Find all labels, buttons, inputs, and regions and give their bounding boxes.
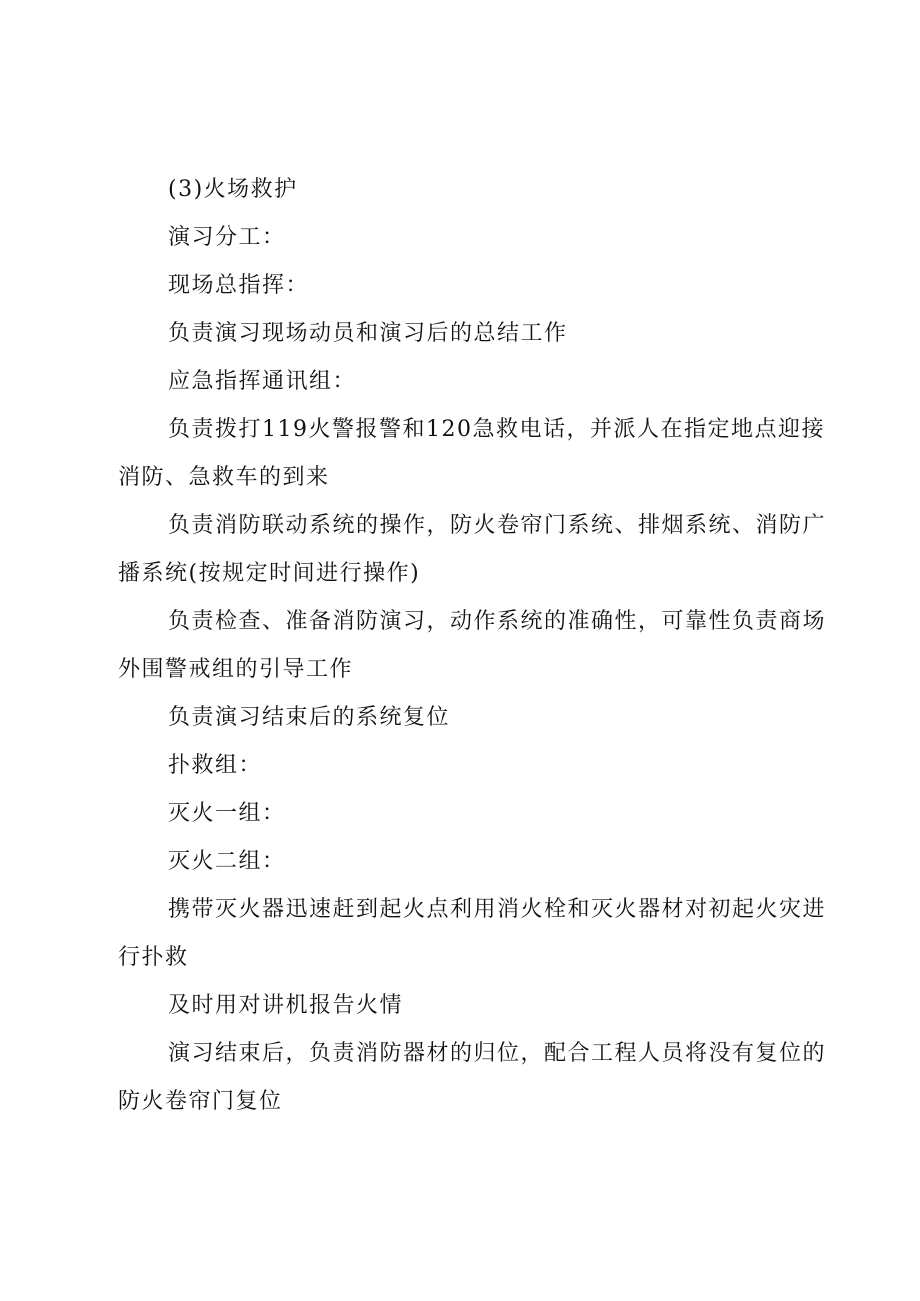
paragraph: 演习分工： [168,225,286,250]
paragraph: 携带灭火器迅速赶到起火点利用消火栓和灭火器材对初起火灾进行扑救 [118,897,827,970]
section-heading: (3)火场救护 [168,177,298,202]
paragraph: 扑救组： [168,753,263,778]
paragraph: 现场总指挥： [168,273,310,298]
paragraph: 及时用对讲机报告火情 [168,993,404,1018]
paragraph: 灭火一组： [168,801,286,826]
paragraph: 负责拨打119火警报警和120急救电话，并派人在指定地点迎接消防、急救车的到来 [118,417,825,490]
document-body [118,166,830,1126]
paragraph: 负责检查、准备消防演习，动作系统的准确性，可靠性负责商场外围警戒组的引导工作 [118,609,827,682]
paragraph: 演习结束后，负责消防器材的归位，配合工程人员将没有复位的防火卷帘门复位 [118,1041,827,1114]
paragraph: 负责演习现场动员和演习后的总结工作 [168,321,568,346]
paragraph: 应急指挥通讯组： [168,369,357,394]
paragraph: 负责演习结束后的系统复位 [168,705,451,730]
paragraph: 灭火二组： [168,849,286,874]
paragraph: 负责消防联动系统的操作，防火卷帘门系统、排烟系统、消防广播系统(按规定时间进行操作) [118,513,827,586]
